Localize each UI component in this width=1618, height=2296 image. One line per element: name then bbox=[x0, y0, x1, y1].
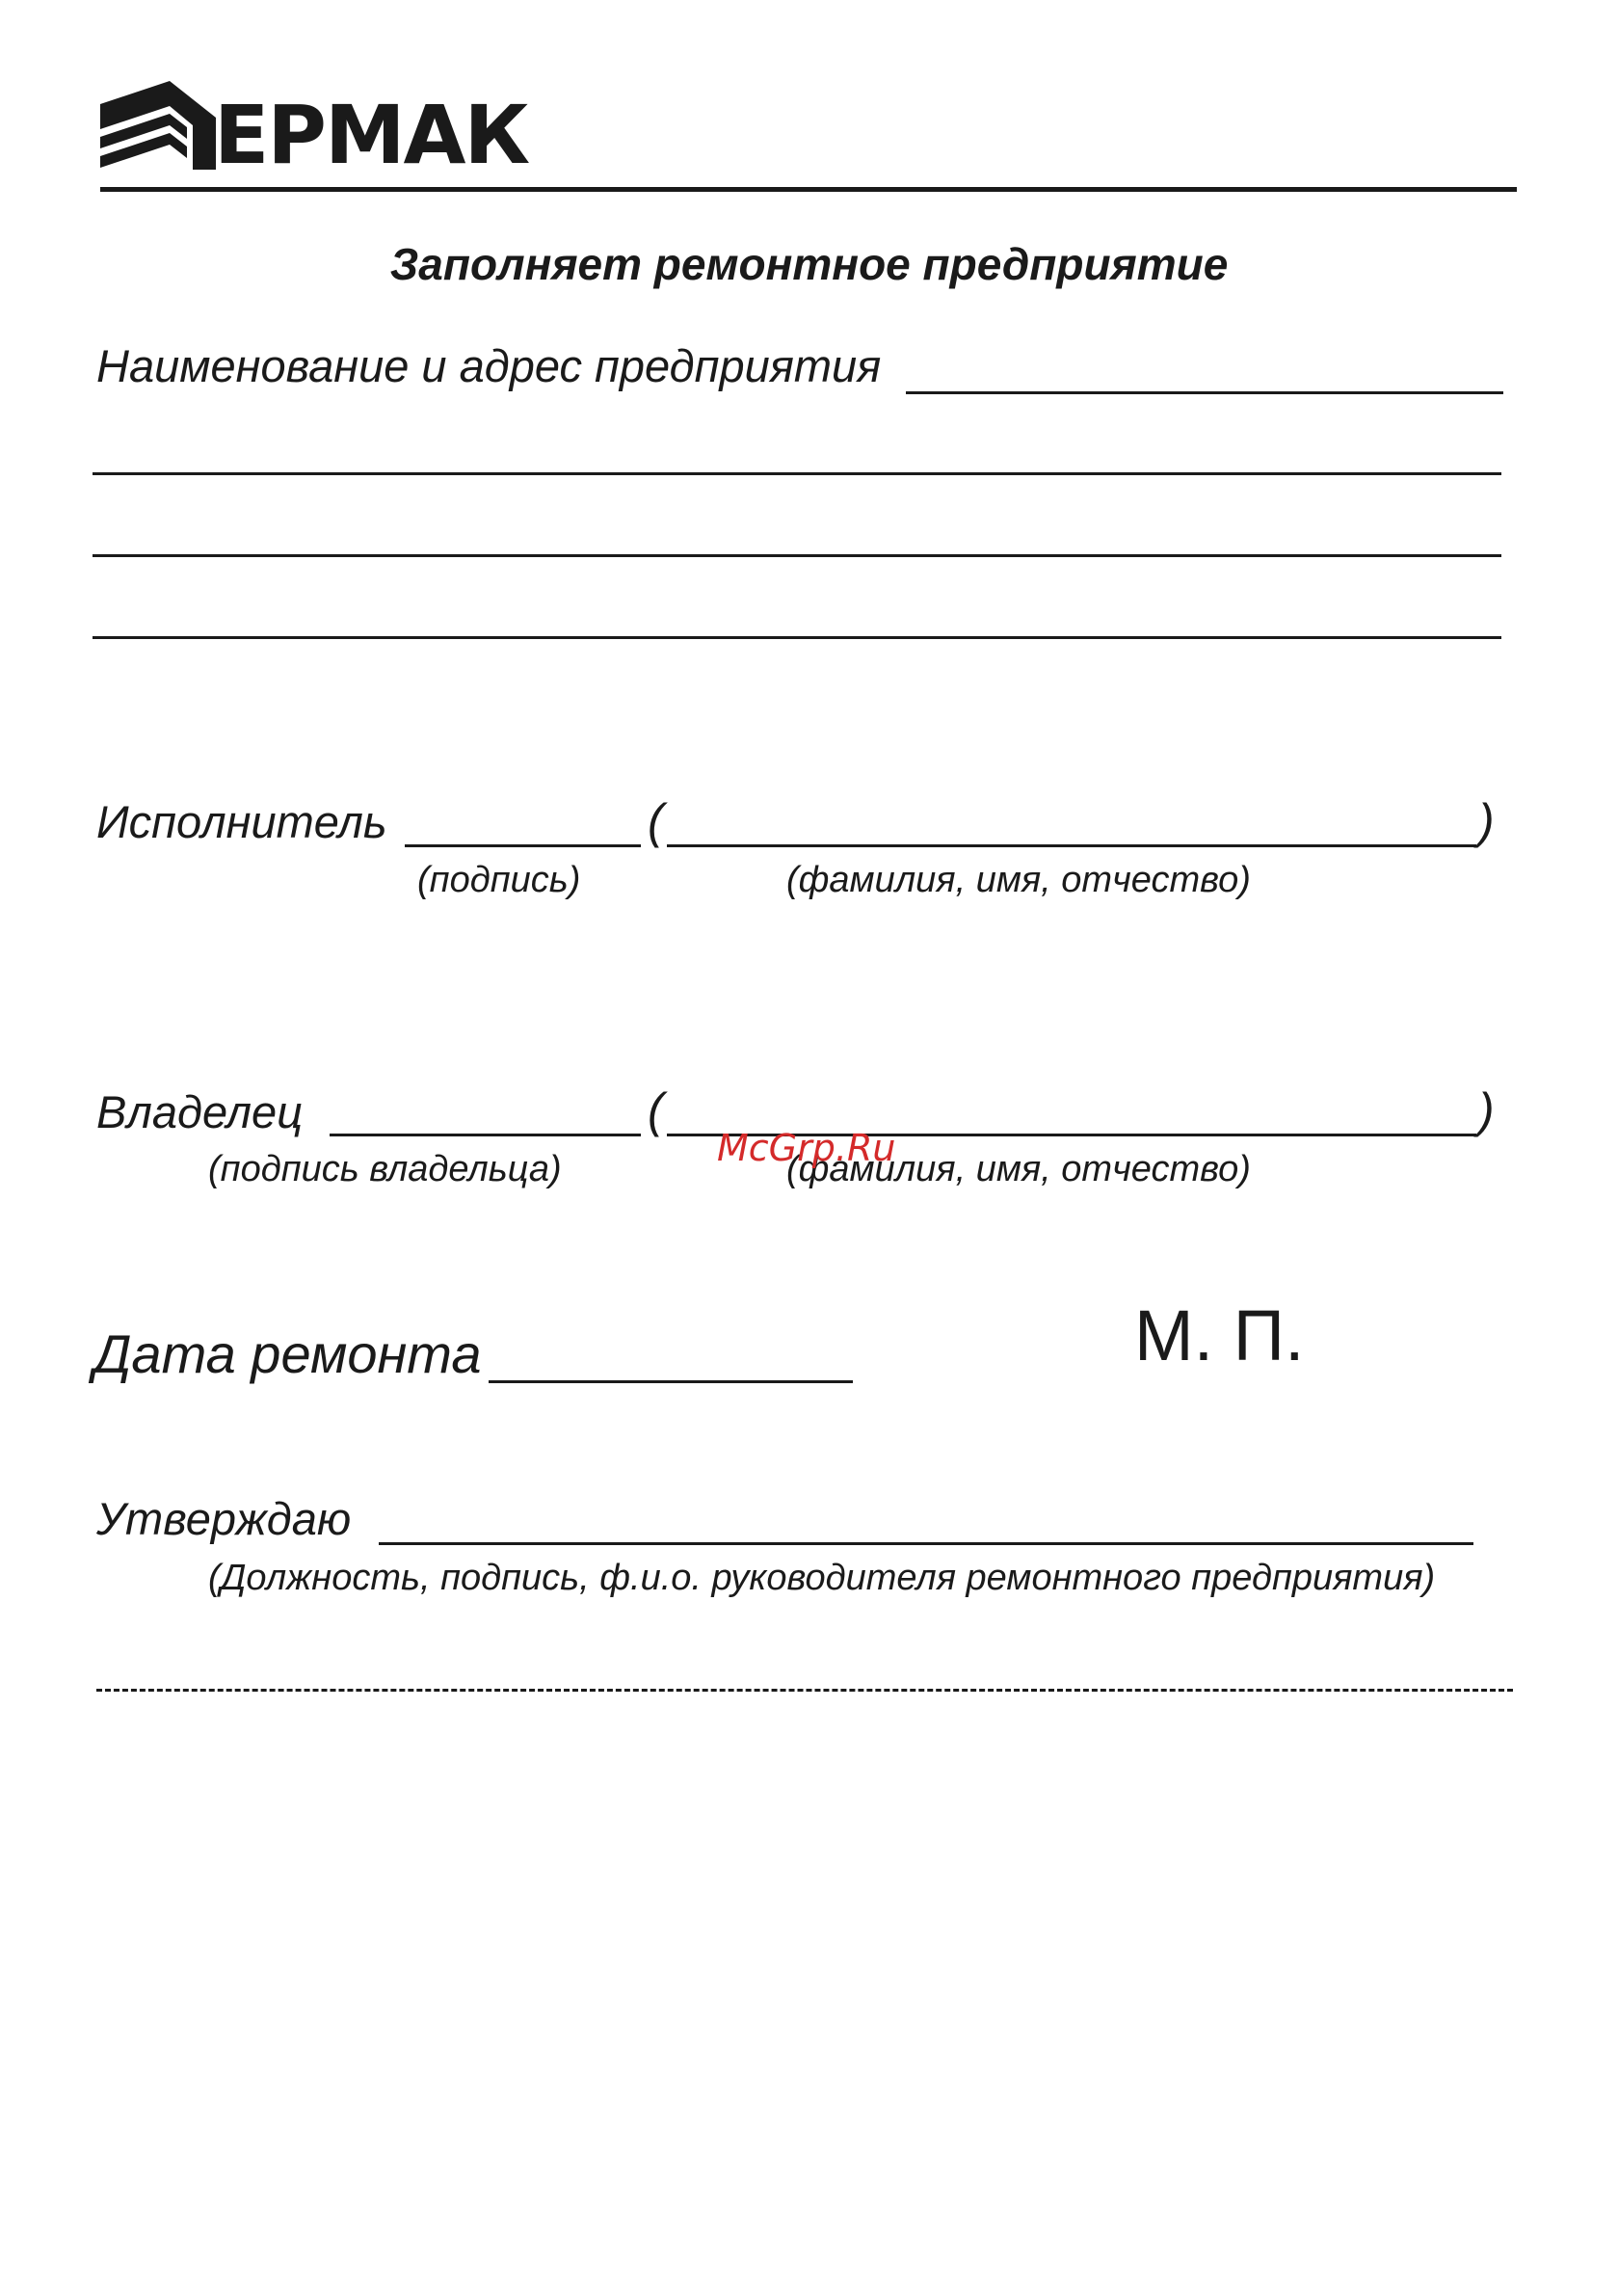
company-name-address-field-line-3[interactable] bbox=[93, 554, 1501, 557]
approve-signature-field[interactable] bbox=[379, 1542, 1473, 1545]
company-name-address-field-line-1[interactable] bbox=[906, 391, 1503, 394]
company-name-address-field-line-2[interactable] bbox=[93, 472, 1501, 475]
executor-full-name-caption: (фамилия, имя, отчество) bbox=[786, 860, 1251, 900]
executor-full-name-field[interactable] bbox=[667, 844, 1476, 847]
owner-signature-field[interactable] bbox=[330, 1134, 641, 1136]
executor-paren-close: ) bbox=[1478, 794, 1495, 848]
approve-caption: (Должность, подпись, ф.и.о. руководителя ремонтного предприятия) bbox=[208, 1558, 1436, 1598]
header-rule bbox=[100, 187, 1517, 192]
stamp-place-label: М. П. bbox=[1134, 1295, 1305, 1375]
approve-label: Утверждаю bbox=[96, 1493, 352, 1544]
executor-label: Исполнитель bbox=[96, 796, 387, 847]
cut-line-divider bbox=[96, 1689, 1513, 1692]
owner-paren-close: ) bbox=[1478, 1083, 1495, 1137]
logo-wordmark: ЕРМАК bbox=[214, 88, 529, 182]
repair-date-field[interactable] bbox=[489, 1380, 853, 1383]
company-name-address-label: Наименование и адрес предприятия bbox=[96, 340, 882, 391]
watermark: McGrp.Ru bbox=[717, 1127, 896, 1169]
repair-date-label: Дата ремонта bbox=[93, 1323, 482, 1384]
logo-roof-icon bbox=[100, 81, 218, 174]
section-title: Заполняет ремонтное предприятие bbox=[389, 239, 1229, 289]
owner-full-name-caption: (фамилия, имя, отчество) bbox=[786, 1149, 1251, 1189]
executor-paren-open: ( bbox=[648, 794, 664, 848]
company-name-address-field-line-4[interactable] bbox=[93, 636, 1501, 639]
executor-signature-caption: (подпись) bbox=[417, 860, 581, 900]
owner-signature-caption: (подпись владельца) bbox=[208, 1149, 562, 1189]
executor-signature-field[interactable] bbox=[405, 844, 641, 847]
owner-paren-open: ( bbox=[648, 1083, 664, 1137]
owner-label: Владелец bbox=[96, 1086, 304, 1137]
